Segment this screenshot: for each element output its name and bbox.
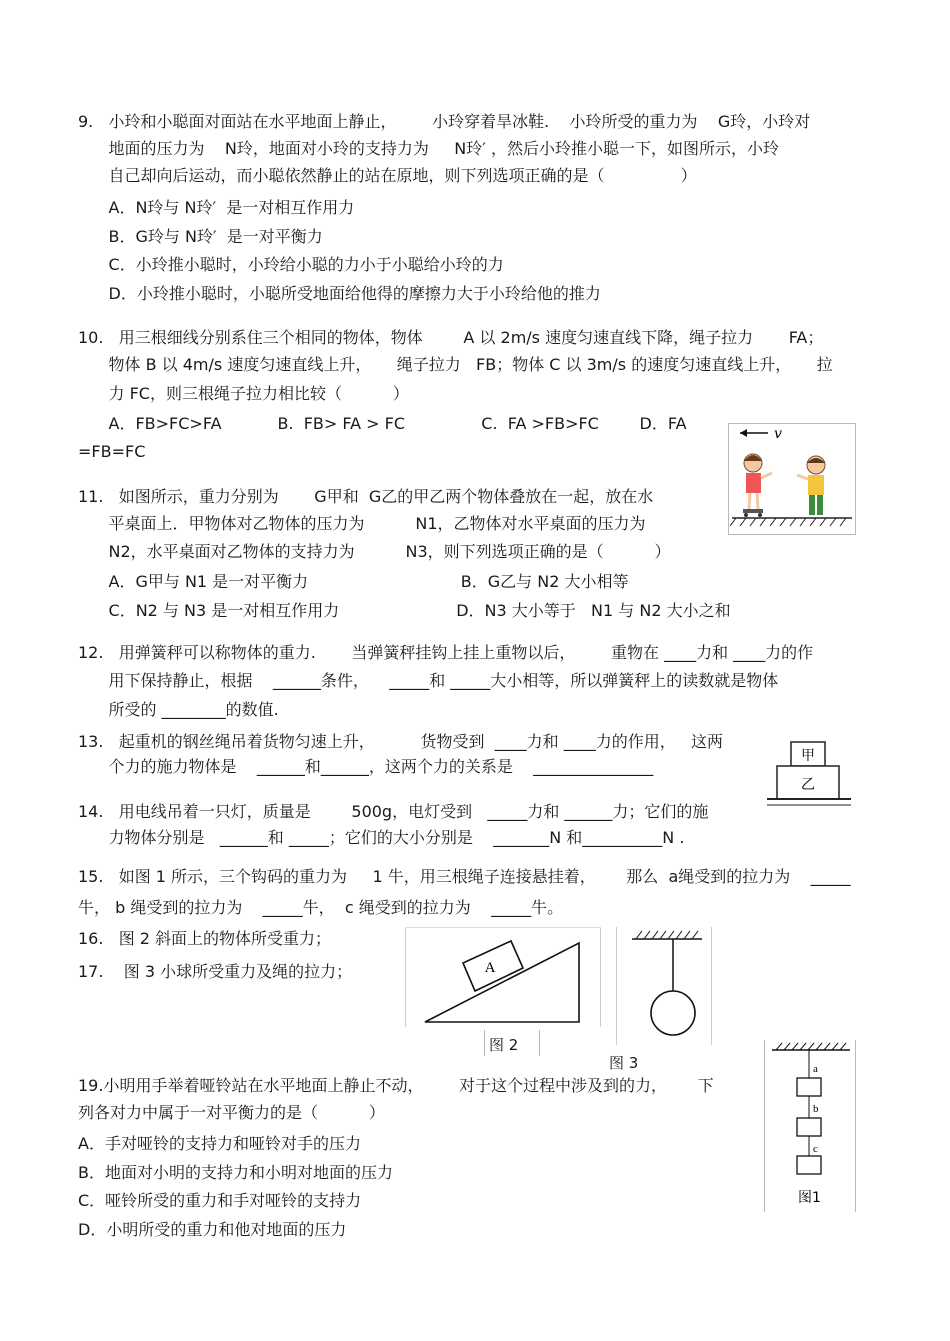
q19-stem-line1: 19.小明用手举着哑铃站在水平地面上静止不动， 对于这个过程中涉及到的力， 下 [78,1076,714,1095]
q9-option-b: B．G玲与 N玲′ 是一对平衡力 [78,227,323,246]
q11-stem-line3: N2，水平桌面对乙物体的支持力为 N3，则下列选项正确的是（ ） [78,542,671,561]
q12-line1: 12. 用弹簧秤可以称物体的重力. 当弹簧秤挂钩上挂上重物以后， 重物在 ____力和 ____力的作 [78,643,814,662]
q9-stem-line1: 9. 小玲和小聪面对面站在水平地面上静止， 小玲穿着旱冰鞋. 小玲所受的重力为 G玲，小玲对 [78,112,811,131]
q9-option-d: D．小玲推小聪时，小聪所受地面给他得的摩擦力大于小玲给他的推力 [78,284,601,303]
incline-figure [405,927,601,1027]
q14-line1: 14. 用电线吊着一只灯，质量是 500g，电灯受到 _____力和 ______力；它们的施 [78,802,709,821]
skaters-figure [728,423,856,535]
rope-b-label: b [813,1103,819,1115]
fig3-caption: 图 3 [609,1054,639,1072]
fig2-caption: 图 2 [489,1036,519,1054]
q19-option-b: B．地面对小明的支持力和小明对地面的压力 [78,1163,393,1182]
hanging-weights-figure [764,1040,856,1212]
q10-stem-line3: 力 FC，则三根绳子拉力相比较（ ） [78,384,409,403]
q11-options-cd: C．N2 与 N3 是一对相互作用力 D．N3 大小等于 N1 与 N2 大小之和 [78,601,731,620]
fig2-caption-box [484,1030,540,1056]
q10-stem-line1: 10. 用三根细线分别系住三个相同的物体，物体 A 以 2m/s 速度匀速直线下降，绳子拉力 FA； [78,328,824,347]
q19-stem-line2: 列各对力中属于一对平衡力的是（ ） [78,1103,385,1122]
block-top-label: 甲 [801,748,815,764]
q10-stem-line2: 物体 B 以 4m/s 速度匀速直线上升， 绳子拉力 FB；物体 C 以 3m/s 的速度匀速直线上升， 拉 [78,355,833,374]
q19-option-a: A．手对哑铃的支持力和哑铃对手的压力 [78,1134,361,1153]
q9-stem-line3: 自己却向后运动，而小聪依然静止的站在原地，则下列选项正确的是（ ） [78,166,697,185]
rope-a-label: a [813,1063,818,1075]
q12-line3: 所受的 ________的数值. [78,700,279,719]
q11-stem-line2: 平桌面上．甲物体对乙物体的压力为 N1，乙物体对水平桌面的压力为 [78,514,646,533]
q12-line2: 用下保持静止，根据 ______条件， _____和 _____大小相等，所以弹簧秤上的读数就是物体 [78,671,779,690]
q15-line2: 牛， b 绳受到的拉力为 _____牛， c 绳受到的拉力为 _____牛。 [78,898,564,917]
q9-option-a: A．N玲与 N玲′ 是一对相互作用力 [78,198,355,217]
stacked-blocks-figure [765,737,853,811]
pendulum-figure [616,927,712,1045]
q11-options-ab: A．G甲与 N1 是一对平衡力 B．G乙与 N2 大小相等 [78,572,629,591]
q10-options-cont: =FB=FC [78,442,146,461]
q11-stem-line1: 11. 如图所示，重力分别为 G甲和 G乙的甲乙两个物体叠放在一起，放在水 [78,487,654,506]
q9-stem-line2: 地面的压力为 N玲，地面对小玲的支持力为 N玲′ ，然后小玲推小聪一下，如图所示，小玲 [78,139,779,158]
q19-option-c: C．哑铃所受的重力和手对哑铃的支持力 [78,1191,362,1210]
velocity-label: v [774,426,782,442]
block-bottom-label: 乙 [801,777,815,793]
q17-text: 17. 图 3 小球所受重力及绳的拉力； [78,962,353,981]
q14-line2: 力物体分别是 ______和 _____；它们的大小分别是 _______N 和__________N . [78,828,685,847]
q9-option-c: C．小玲推小聪时，小玲给小聪的力小于小聪给小玲的力 [78,255,504,274]
q13-line2: 个力的施力物体是 ______和______，这两个力的关系是 _______________ [78,757,654,776]
rope-c-label: c [813,1143,818,1155]
block-a-label: A [484,960,496,976]
q15-line1: 15. 如图 1 所示，三个钩码的重力为 1 牛，用三根绳子连接悬挂着， 那么 a绳受到的拉力为 _____ [78,867,851,886]
q10-options: A．FB>FC>FA B. FB> FA > FC C. FA >FB>FC D．FA [78,414,687,433]
q13-line1: 13. 起重机的钢丝绳吊着货物匀速上升， 货物受到 ____力和 ____力的作用， 这两 [78,732,723,751]
fig1-caption: 图1 [798,1190,821,1206]
q16-text: 16. 图 2 斜面上的物体所受重力； [78,929,332,948]
q19-option-d: D．小明所受的重力和他对地面的压力 [78,1220,347,1239]
